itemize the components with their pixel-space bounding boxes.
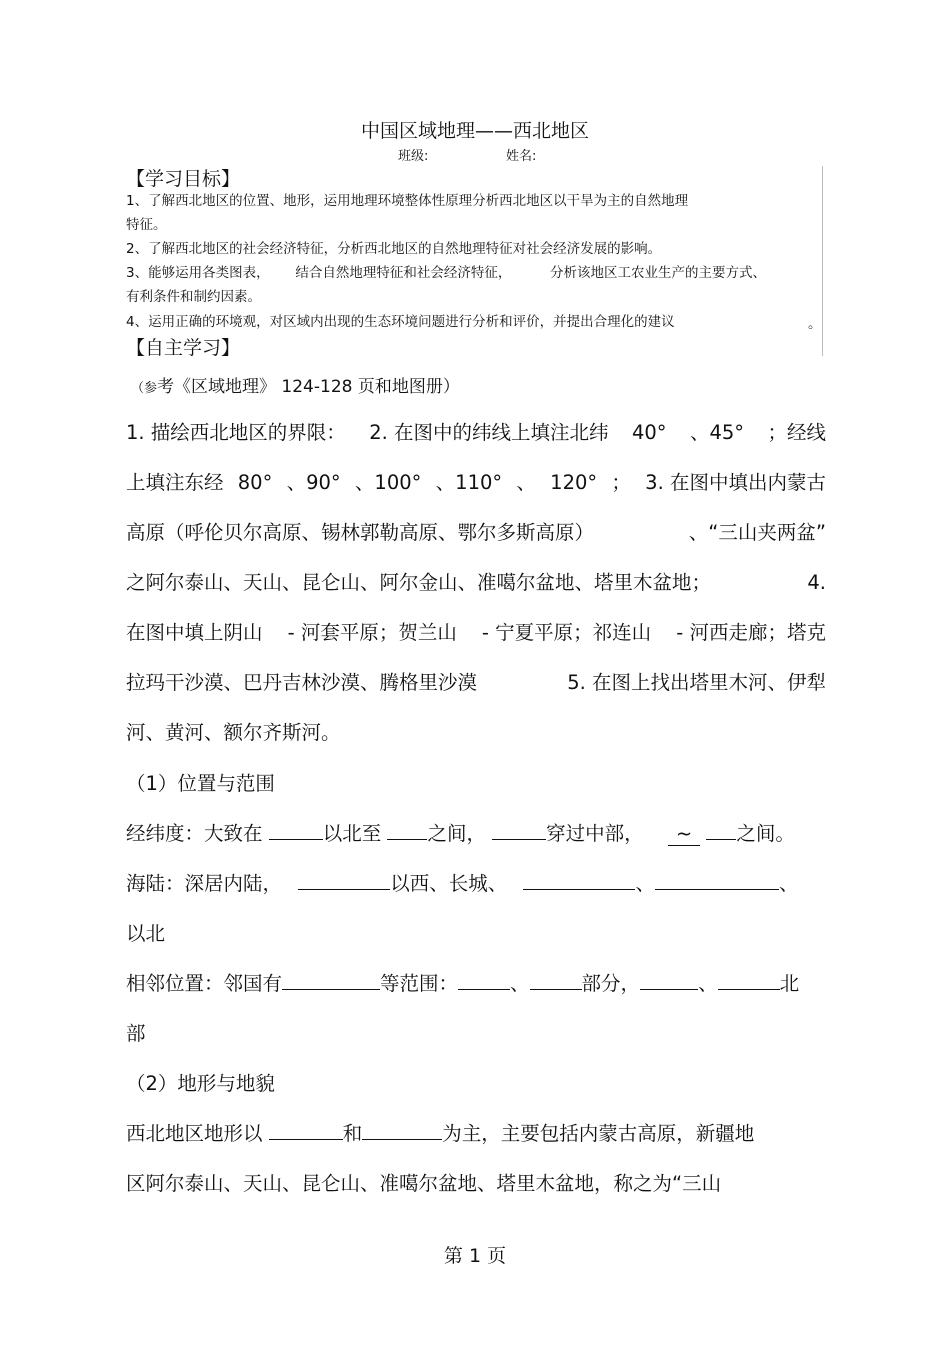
neighbors-label: 相邻位置：邻国有	[126, 972, 283, 995]
latlon-text: 之间，	[427, 822, 486, 845]
goal-line: 特征。	[126, 217, 167, 233]
terrain-text: 西北地区地形以	[126, 1122, 263, 1145]
class-label: 班级:	[398, 149, 429, 164]
paragraph-segment: 5. 在图上找出塔里木河、伊犁	[567, 671, 826, 694]
goal-line: 2、了解西北地区的社会经济特征，分析西北地区的自然地理特征对社会经济发展的影响。	[126, 241, 662, 257]
blank-field[interactable]	[640, 971, 698, 990]
goal-line: 4、运用正确的环境观，对区域内出现的生态环境问题进行分析和评价，并提出合理化的建议	[126, 314, 675, 330]
self-study-heading: 【自主学习】	[126, 337, 241, 359]
paragraph-segment: 80°	[237, 471, 273, 494]
blank-field[interactable]	[298, 871, 390, 890]
blank-field[interactable]	[492, 821, 546, 840]
blank-field[interactable]	[706, 821, 736, 840]
goal-line: 3、能够运用各类图表， 结合自然地理特征和社会经济特征， 分析该地区工农业生产的主要方式、	[126, 265, 766, 281]
blank-field[interactable]	[718, 971, 780, 990]
latlon-text: 之间。	[736, 822, 795, 845]
paragraph-segment: 、110°	[435, 471, 503, 494]
sea-land-label: 海陆：深居内陆，	[126, 872, 283, 895]
paragraph-segment: - 河套平原；贺兰山	[287, 621, 457, 644]
blank-field[interactable]	[530, 971, 582, 990]
blank-field[interactable]	[655, 871, 779, 890]
paragraph-segment: 上填注东经	[126, 471, 224, 494]
paragraph-line	[126, 508, 826, 558]
paragraph-segment: - 宁夏平原；祁连山	[481, 621, 652, 644]
sea-land-tail: 以北	[126, 922, 166, 945]
section1-heading: （1）位置与范围	[126, 772, 275, 795]
name-label: 姓名:	[506, 149, 537, 164]
page-number: 第 1 页	[443, 1245, 507, 1267]
neighbors-text: 北	[779, 972, 800, 995]
blank-field[interactable]	[282, 971, 380, 990]
self-study-paragraph	[126, 408, 826, 758]
paragraph-segment: - 河西走廊；塔克	[676, 621, 826, 644]
blank-field[interactable]	[269, 821, 323, 840]
paragraph-line	[126, 658, 826, 708]
neighbors-tail: 部	[126, 1022, 146, 1045]
terrain-line2: 区阿尔泰山、天山、昆仑山、准噶尔盆地、塔里木盆地，称之为“三山	[126, 1172, 722, 1195]
paragraph-segment: 、	[516, 471, 536, 494]
blank-field[interactable]	[387, 821, 427, 840]
paragraph-line	[126, 708, 826, 758]
sea-land-row	[126, 868, 798, 896]
paragraph-segment: 40°	[631, 421, 667, 444]
paragraph-segment: 3. 在图中填出内蒙古	[645, 471, 826, 494]
blank-field[interactable]	[362, 1121, 442, 1140]
sea-land-text: 以西、长城、	[390, 872, 508, 895]
section2-heading: （2）地形与地貌	[126, 1072, 275, 1095]
paragraph-segment: 120°	[550, 471, 598, 494]
paragraph-line	[126, 408, 826, 458]
neighbors-row	[126, 968, 799, 996]
paragraph-line	[126, 608, 826, 658]
reference-note	[131, 372, 460, 397]
paragraph-segment: 之阿尔泰山、天山、昆仑山、阿尔金山、准噶尔盆地、塔里木盆地；	[126, 571, 712, 594]
neighbors-text: 部分，	[581, 972, 641, 995]
latlon-text: 穿过中部，	[546, 822, 644, 845]
paragraph-segment: 1. 描绘西北地区的界限：	[126, 421, 346, 444]
paragraph-line	[126, 558, 826, 608]
neighbors-text: 、	[698, 972, 718, 995]
sea-land-text: 、	[635, 872, 655, 895]
paragraph-segment: 、“三山夹两盆”	[688, 521, 826, 544]
goals-heading: 【学习目标】	[126, 168, 241, 190]
blank-field[interactable]	[269, 1121, 343, 1140]
reference-text: 考《区域地理》 124-128 页和地图册）	[157, 377, 460, 397]
paragraph-segment: 河、黄河、额尔齐斯河。	[126, 721, 341, 744]
paragraph-segment: ；经线	[767, 421, 826, 444]
paragraph-segment: 在图中填上阴山	[126, 621, 263, 644]
goal-line: 1、了解西北地区的位置、地形，运用地理环境整体性原理分析西北地区以干旱为主的自然地理	[126, 193, 689, 209]
paragraph-segment: 4.	[807, 571, 826, 594]
terrain-row	[126, 1118, 754, 1146]
paragraph-segment: 高原（呼伦贝尔高原、锡林郭勒高原、鄂尔多斯高原）	[126, 521, 595, 544]
paragraph-segment: 拉玛干沙漠、巴丹吉林沙漠、腾格里沙漠	[126, 671, 478, 694]
blank-field[interactable]	[523, 871, 635, 890]
margin-rule	[822, 166, 823, 356]
paragraph-segment: 、90°	[286, 471, 341, 494]
blank-field[interactable]	[458, 971, 510, 990]
paragraph-segment: 、100°	[354, 471, 422, 494]
goal-end-mark: 。	[808, 316, 822, 332]
page-title: 中国区域地理——西北地区	[360, 120, 589, 142]
latlon-label: 经纬度：大致在	[126, 822, 263, 845]
terrain-text: 为主，主要包括内蒙古高原，新疆地	[442, 1122, 755, 1145]
goal-line: 有利条件和制约因素。	[126, 289, 261, 305]
sea-land-text: 、	[778, 872, 799, 895]
paragraph-line	[126, 458, 826, 508]
latlon-tilde: ~	[668, 822, 700, 846]
reference-prefix: （参	[131, 381, 158, 396]
paragraph-segment: 、45°	[689, 421, 745, 444]
paragraph-segment: 2. 在图中的纬线上填注北纬	[369, 421, 609, 444]
paragraph-segment: ；	[611, 471, 631, 494]
neighbors-text: 、	[510, 972, 530, 995]
latlon-row	[126, 818, 795, 846]
latlon-text: 以北至	[322, 822, 382, 845]
neighbors-text: 等范围：	[380, 972, 459, 995]
terrain-text: 和	[342, 1122, 363, 1145]
